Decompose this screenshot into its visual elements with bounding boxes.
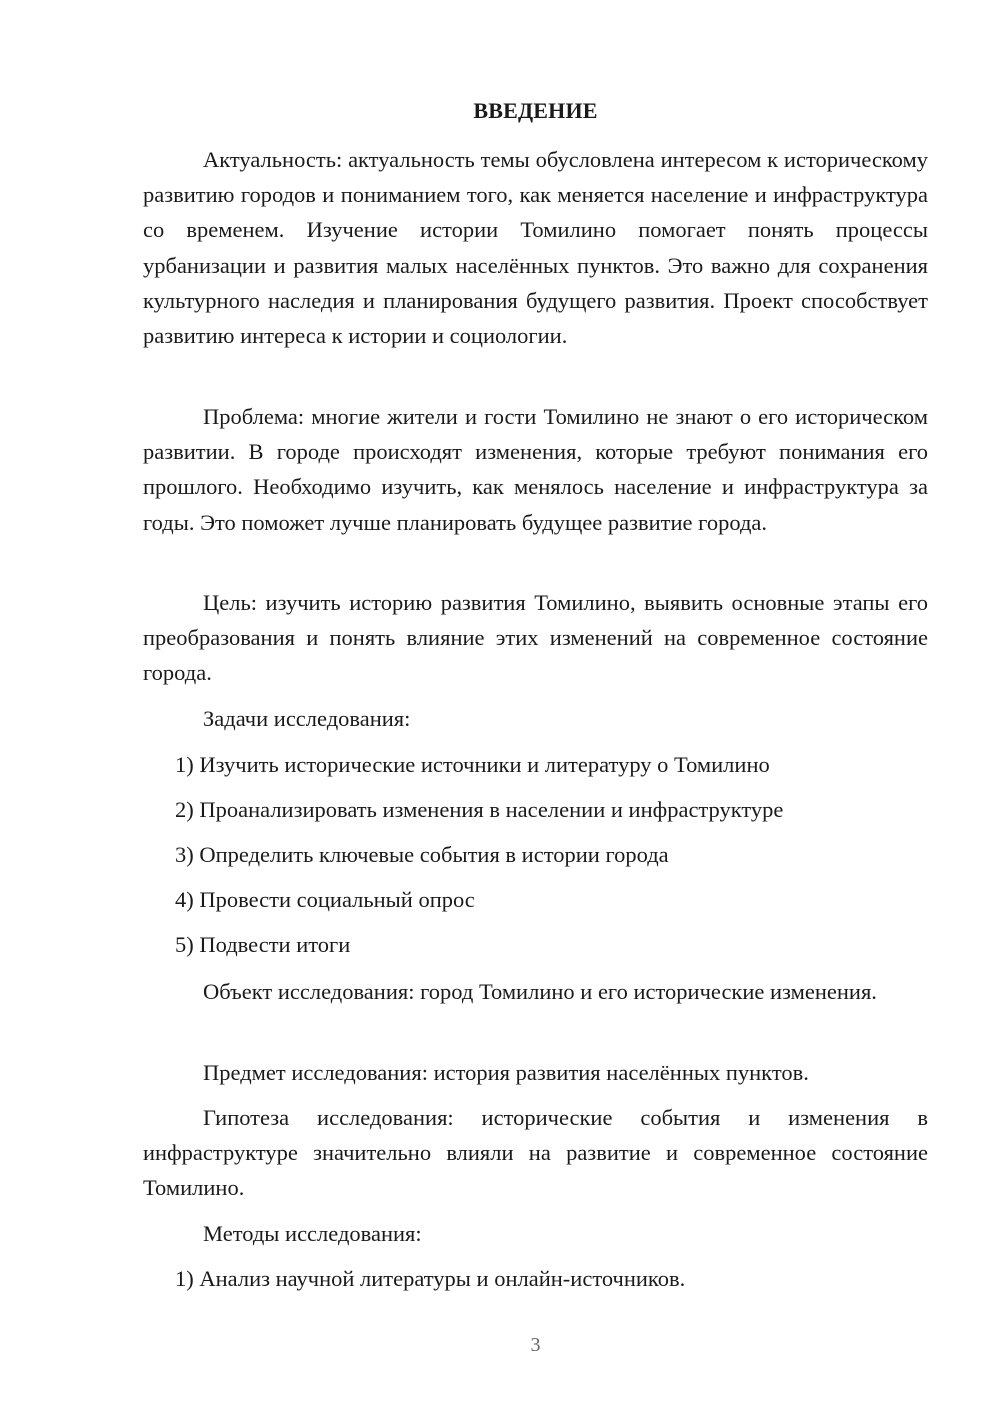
methods-title: Методы исследования: (203, 1221, 422, 1246)
page-number: 3 (530, 1334, 541, 1356)
task-item: 3) Определить ключевые события в истории города (175, 842, 669, 867)
task-item: 2) Проанализировать изменения в населении и инфраструктуре (175, 797, 784, 822)
tasks-title: Задачи исследования: (203, 706, 411, 731)
object-paragraph: Объект исследования: город Томилино и его исторические изменения. (203, 979, 877, 1004)
task-item: 5) Подвести итоги (175, 932, 351, 957)
task-item: 1) Изучить исторические источники и литературу о Томилино (175, 752, 770, 777)
problem-paragraph: Проблема: многие жители и гости Томилино не знают о его историческом развитии. В городе происходят изменения, которые требуют понимания его прошлого. Необходимо изучить, как менялось население и инфраструктура за годы. Это поможет лучше планировать будущее развитие города. (143, 404, 928, 535)
document-page (143, 0, 928, 1414)
page-title: ВВЕДЕНИЕ (473, 98, 598, 123)
goal-paragraph: Цель: изучить историю развития Томилино, выявить основные этапы его преобразования и понять влияние этих изменений на современное состояние города. (143, 590, 928, 686)
task-item: 4) Провести социальный опрос (175, 887, 475, 912)
subject-paragraph: Предмет исследования: история развития населённых пунктов. (203, 1060, 809, 1085)
hypothesis-paragraph: Гипотеза исследования: исторические события и изменения в инфраструктуре значительно влияли на развитие и современное состояние Томилино. (143, 1105, 928, 1201)
relevance-paragraph: Актуальность: актуальность темы обусловлена интересом к историческому развитию городов и пониманием того, как меняется население и инфраструктура со временем. Изучение истории Томилино помогает понять процессы урбанизации и развития малых населённых пунктов. Это важно для сохранения культурного наследия и планирования будущего развития. Проект способствует развитию интереса к истории и социологии. (143, 147, 928, 349)
method-item: 1) Анализ научной литературы и онлайн-источников. (175, 1266, 686, 1291)
